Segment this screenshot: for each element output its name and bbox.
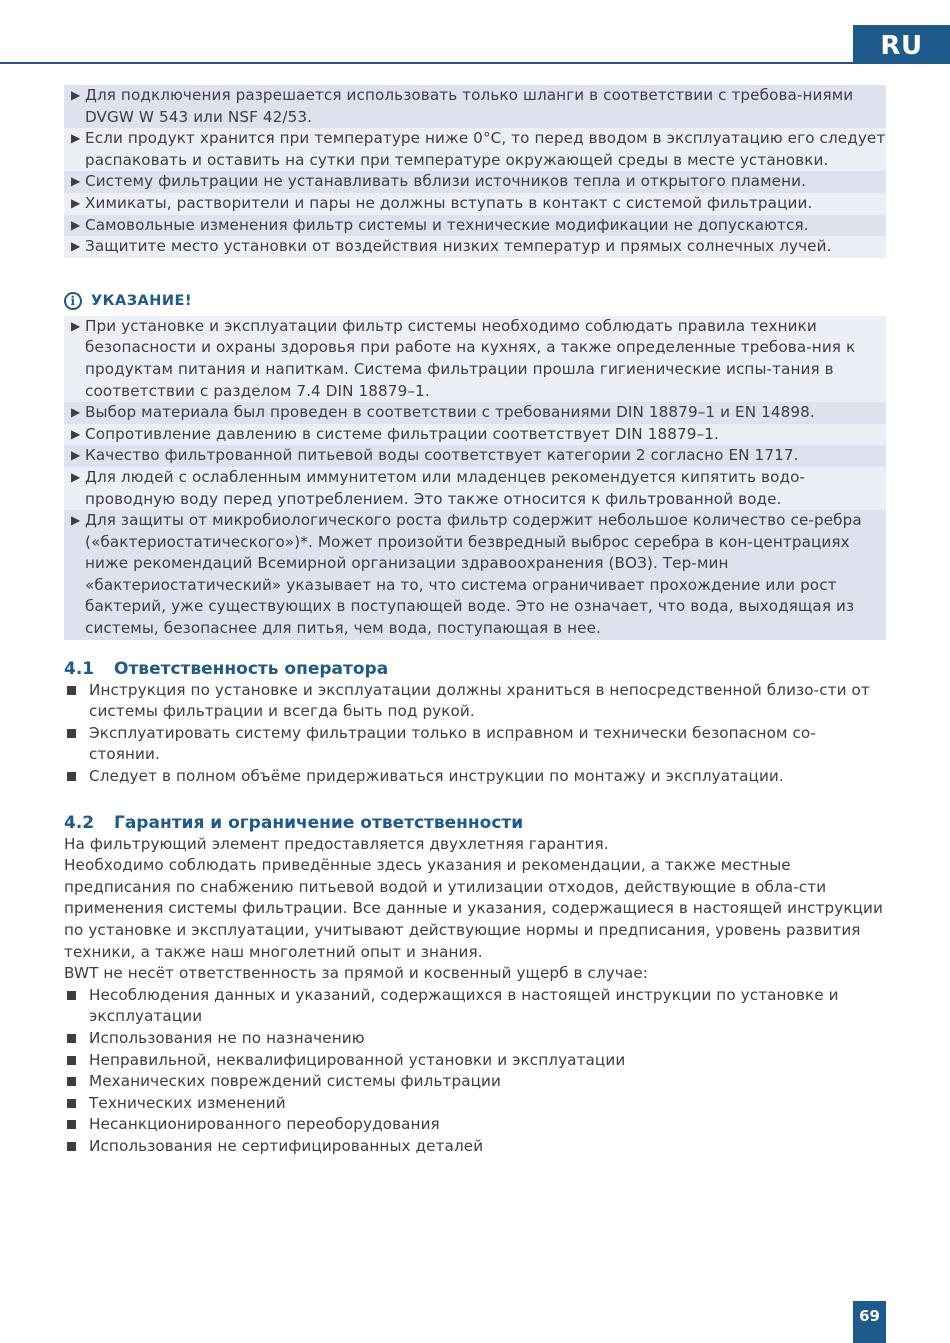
square-bullet-icon bbox=[64, 1050, 89, 1072]
warning-item: ▶ Для подключения разрешается использовать только шланги в соответствии с требова-ниями DVGW W 543 или NSF 42/53. bbox=[64, 85, 886, 128]
warning-item: ▶ Систему фильтрации не устанавливать вблизи источников тепла и открытого пламени. bbox=[64, 171, 886, 193]
triangle-bullet-icon: ▶ bbox=[71, 239, 81, 254]
triangle-bullet-icon: ▶ bbox=[71, 469, 81, 484]
note-item: ▶ Для защиты от микробиологического роста фильтр содержит небольшое количество се-ребра («бактериостатического»)*. Может произойти безвредный выброс серебра в кон-центрациях ниже рекомендаций Всемирной организации здравоохранения (ВОЗ). Тер-мин «бактериостатический» указывает на то, что система ограничивает прохождение или рост бактерий, уже существующих в поступающей воде. Это не означает, что вода, выходящая из системы, безопаснее для питья, чем вода, поступающая в нее. bbox=[64, 510, 886, 640]
page-number: 69 bbox=[853, 1301, 886, 1343]
square-bullet-icon bbox=[64, 1136, 89, 1158]
warning-item: ▶ Химикаты, растворители и пары не должны вступать в контакт с системой фильтрации. bbox=[64, 193, 886, 215]
note-item: ▶ При установке и эксплуатации фильтр системы необходимо соблюдать правила техники безопасности и охраны здоровья при работе на кухнях, а также определенные требова-ния к продуктам питания и напиткам. Система фильтрации прошла гигиенические испы-тания в соответствии с разделом 7.4 DIN 18879–1. bbox=[64, 316, 886, 402]
square-bullet-icon bbox=[64, 723, 89, 766]
square-bullet-icon bbox=[64, 1093, 89, 1115]
list-item: Следует в полном объёме придерживаться инструкции по монтажу и эксплуатации. bbox=[64, 766, 886, 788]
section-4-2-heading: 4.2 Гарантия и ограничение ответственности bbox=[64, 812, 524, 833]
triangle-bullet-icon: ▶ bbox=[71, 448, 81, 463]
list-item: Механических повреждений системы фильтрации bbox=[64, 1071, 886, 1093]
list-item: Инструкция по установке и эксплуатации должны храниться в непосредственной близо-сти от системы фильтрации и всегда быть под рукой. bbox=[64, 680, 886, 723]
list-item: Использования не сертифицированных деталей bbox=[64, 1136, 886, 1158]
triangle-bullet-icon: ▶ bbox=[71, 405, 81, 420]
list-item: Неправильной, неквалифицированной установки и эксплуатации bbox=[64, 1050, 886, 1072]
note-item: ▶ Выбор материала был проведен в соответствии с требованиями DIN 18879–1 и EN 14898. bbox=[64, 402, 886, 424]
section-4-2-list bbox=[64, 985, 886, 1158]
warning-item: ▶ Защитите место установки от воздействия низких температур и прямых солнечных лучей. bbox=[64, 236, 886, 258]
triangle-bullet-icon: ▶ bbox=[71, 426, 81, 441]
note-list bbox=[64, 316, 886, 640]
note-heading: i УКАЗАНИЕ! bbox=[64, 288, 886, 314]
header-rule bbox=[0, 62, 950, 64]
warning-item: ▶ Если продукт хранится при температуре ниже 0°C, то перед вводом в эксплуатацию его следует распаковать и оставить на сутки при температуре окружающей среды в месте установки. bbox=[64, 128, 886, 171]
square-bullet-icon bbox=[64, 1028, 89, 1050]
triangle-bullet-icon: ▶ bbox=[71, 195, 81, 210]
square-bullet-icon bbox=[64, 766, 89, 788]
square-bullet-icon bbox=[64, 1071, 89, 1093]
section-4-1-heading: 4.1 Ответственность оператора bbox=[64, 658, 389, 679]
info-icon: i bbox=[64, 292, 82, 310]
square-bullet-icon bbox=[64, 680, 89, 723]
list-item: Эксплуатировать систему фильтрации только в исправном и технически безопасном со-стоянии. bbox=[64, 723, 886, 766]
warning-list bbox=[64, 85, 886, 258]
square-bullet-icon bbox=[64, 1114, 89, 1136]
warning-item: ▶ Самовольные изменения фильтр системы и технические модификации не допускаются. bbox=[64, 215, 886, 237]
triangle-bullet-icon: ▶ bbox=[71, 217, 81, 232]
note-item: ▶ Качество фильтрованной питьевой воды соответствует категории 2 согласно EN 1717. bbox=[64, 445, 886, 467]
note-item: ▶ Для людей с ослабленным иммунитетом или младенцев рекомендуется кипятить водо-проводную воду перед употреблением. Это также относится к фильтрованной воде. bbox=[64, 467, 886, 510]
list-item: Несанкционированного переоборудования bbox=[64, 1114, 886, 1136]
page-content bbox=[64, 85, 886, 1158]
triangle-bullet-icon: ▶ bbox=[71, 88, 81, 102]
triangle-bullet-icon: ▶ bbox=[71, 318, 81, 333]
triangle-bullet-icon: ▶ bbox=[71, 513, 81, 528]
note-item: ▶ Сопротивление давлению в системе фильтрации соответствует DIN 18879–1. bbox=[64, 424, 886, 446]
paragraph: BWT не несёт ответственность за прямой и косвенный ущерб в случае: bbox=[64, 964, 648, 983]
paragraph: На фильтрующий элемент предоставляется двухлетняя гарантия. bbox=[64, 834, 609, 853]
triangle-bullet-icon: ▶ bbox=[71, 174, 81, 189]
section-4-1-list bbox=[64, 680, 886, 788]
list-item: Технических изменений bbox=[64, 1093, 886, 1115]
language-tab: RU bbox=[853, 25, 950, 64]
list-item: Использования не по назначению bbox=[64, 1028, 886, 1050]
paragraph: Необходимо соблюдать приведённые здесь указания и рекомендации, а также местные предписания по снабжению питьевой водой и утилизации отходов, действующие в обла-сти применения системы фильтрации. Все данные и указания, содержащиеся в настоящей инструкции по установке и эксплуатации, учитывают действующие нормы и предписания, уровень развития техники, а также наш многолетний опыт и знания. bbox=[64, 856, 883, 961]
square-bullet-icon bbox=[64, 985, 89, 1028]
list-item: Несоблюдения данных и указаний, содержащихся в настоящей инструкции по установке и эксплуатации bbox=[64, 985, 886, 1028]
triangle-bullet-icon: ▶ bbox=[71, 131, 81, 146]
